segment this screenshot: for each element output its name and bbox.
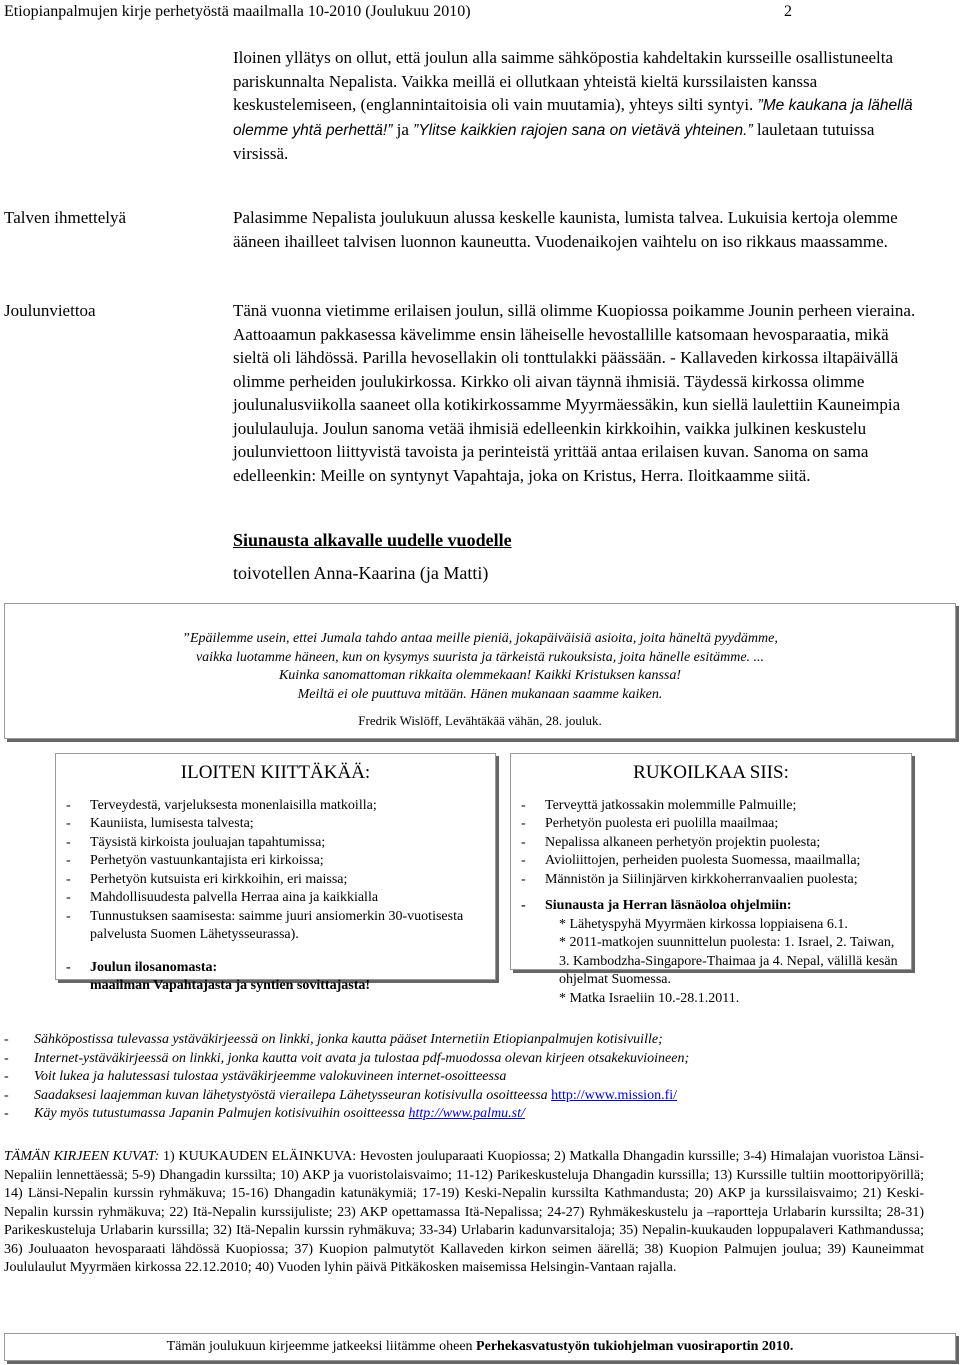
list-item: - Avioliittojen, perheiden puolesta Suomessa, maailmalla;: [521, 853, 861, 868]
prayer-list: [511, 797, 911, 916]
footer-bold: Perhekasvatustyön tukiohjelman vuosiraportin 2010.: [476, 1339, 794, 1354]
winter-section-label: Talven ihmettelyä: [4, 208, 127, 227]
pictures-caption: [4, 1148, 924, 1278]
list-item: - Perhetyön kutsuista eri kirkkoihin, eri maissa;: [66, 871, 348, 887]
greeting-title: Siunausta alkavalle uudelle vuodelle: [233, 530, 512, 550]
thanks-highlight: - Joulun ilosanomasta: maailman Vapahtajasta ja syntien sovittajasta!: [66, 959, 371, 993]
list-item: - Täysistä kirkoista jouluajan tapahtumissa;: [66, 834, 326, 850]
pictures-text: 1) KUUKAUDEN ELÄINKUVA: Hevosten jouluparaati Kuopiossa; 2) Matkalla Dhangadin kurssille; 3-4) Himalajan vuoristoa Länsi-Nepaliin lennettäessä; 5-9) Dhangadin kurssilta; 10) AKP ja vuoristolaisvaimo; 11-12) Parikeskusteluja Dhangadin kurssilla; 13) Kurssille tultiin moottoripyörillä; 14) Länsi-Nepalin kurssin ryhmäkuva; 15-16) Dhangadin katunäkymiä; 17-19) Keski-Nepalin kurssilta Kathmandusta; 20) AKP ja kurssilaisvaimo; 21) Keski-Nepalin kurssin ryhmäkuva; 22) Itä-Nepalin kurssijuliste; 23) AKP opettamassa Itä-Nepalissa; 24-27) Ryhmäkeskustelu ja –raportteja Urlabarin kurssilta; 28-31) Parikeskusteluja Urlabarin kurssilla; 32) Itä-Nepalin kurssin ryhmäkuva; 33-34) Urlabarin kadunvarsitaloja; 35) Nepalin-kuukauden loppupalaveri Kathmandussa; 36) Jouluaaton hevosparaati lähdössä Kuopiossa; 37) Kuopion palmutytöt Kallaveden kirkon seimen äärellä; 38) Kuopion Palmujen joulua; 39) Kauneimmat Joululaulut Myyrmäen kirkossa 22.12.2010; 40) Vuoden lyhin päivä Pitkäkosken maisemissa Helsingin-Vantaan rajalla.: [4, 1149, 925, 1275]
page-header: [4, 2, 792, 22]
list-item: - Nepalissa alkaneen perhetyön projektin puolesta;: [521, 834, 821, 850]
quote-line: Kuinka sanomattoman rikkaita olemmekaan! Kaikki Kristuksen kanssa!: [278, 668, 682, 683]
list-item: - Terveydestä, varjeluksesta monenlaisilla matkoilla;: [66, 797, 377, 813]
quote-line: Meiltä ei ole puuttuva mitään. Hänen mukanaan saamme kaiken.: [297, 686, 663, 702]
winter-section-text: Palasimme Nepalista joulukuun alussa keskelle kaunista, lumista talvea. Lukuisia kertoja olemme ääneen ihailleet talvisen luonnon kauneutta. Vuodenaikojen vaihtelu on iso rikkaus maassamme.: [233, 208, 898, 251]
list-item: - Perhetyön vastuunkantajista eri kirkoissa;: [66, 853, 324, 868]
mission-link[interactable]: http://www.mission.fi/: [551, 1087, 678, 1103]
thanks-title: ILOITEN KIITTÄKÄÄ:: [180, 762, 371, 783]
list-item: - Sähköpostissa tulevassa ystäväkirjeessä on linkki, jonka kautta pääset Internetiin Etiopianpalmujen kotisivuille;: [4, 1032, 663, 1047]
list-item: - Männistön ja Siilinjärven kirkkoherranvaalien puolesta;: [521, 871, 858, 887]
footer-text: Tämän joulukuun kirjeemme jatkeeksi liitämme oheen: [166, 1339, 477, 1354]
prayer-highlight: - Siunausta ja Herran läsnäoloa ohjelmiin:: [521, 898, 792, 913]
prayer-box: [510, 753, 912, 1006]
schedule-item: * 2011-matkojen suunnittelun puolesta: 1. Israel, 2. Taiwan, 3. Kambodzha-Singapore-Thaimaa ja 4. Nepal, välillä kesän ohjelmat Suomessa.: [559, 935, 898, 987]
list-item: - Saadaksesi laajemman kuvan lähetystyöstä vierailepa Lähetysseuran kotisivulla osoitteessa http://www.mission.fi/: [4, 1087, 678, 1103]
quote-text: [5, 630, 955, 704]
christmas-section-label: Joulunviettoa: [4, 301, 96, 320]
list-item: - Voit lukea ja halutessasi tulostaa ystäväkirjeemme valokuvineen internet-osoitteessa: [4, 1069, 507, 1084]
thanks-box: [55, 753, 496, 993]
schedule-item: * Lähetyspyhä Myyrmäen kirkossa loppiaisena 6.1.: [559, 916, 848, 932]
quote-line: vaikka luotamme häneen, kun on kysymys suurista ja tärkeistä rukouksista, joita hänelle esitämme. ...: [195, 649, 765, 665]
footer-box: [4, 1333, 956, 1361]
quote-box: [4, 603, 956, 739]
intro-text-c: lauletaan tutuissa virsissä.: [233, 119, 875, 163]
list-item: - Perhetyön puolesta eri puolilla maailmaa;: [521, 816, 779, 831]
intro-text-b: ja: [392, 119, 414, 139]
quote-line: ”Epäilemme usein, ettei Jumala tahdo antaa meille pieniä, jokapäiväisiä asioita, joita häneltä pyydämme,: [182, 631, 778, 646]
intro-paragraph: [233, 46, 923, 166]
intro-text-a: Iloinen yllätys on ollut, että joulun alla saimme sähköpostia kahdeltakin kursseille osallistuneelta pariskunnalta Nepalista. Vaikka meillä ei ollutkaan yhteistä kieltä kurssilaisten kanssa keskustelemiseen, (englannintaitoisia oli vain muutamia), yhteys silti syntyi.: [233, 48, 894, 114]
intro-quote-2: ”Ylitse kaikkien rajojen sana on vietävä yhteinen.”: [413, 121, 753, 139]
list-item: - Käy myös tutustumassa Japanin Palmujen kotisivuihin osoitteessa http://www.palmu.st/: [4, 1106, 525, 1121]
list-item: - Tunnustuksen saamisesta: saimme juuri ansiomerkin 30-vuotisesta palvelusta Suomen Lähetysseurassa).: [66, 908, 464, 942]
list-item: - Kauniista, lumisesta talvesta;: [66, 816, 254, 831]
list-item: - Terveyttä jatkossakin molemmille Palmuille;: [521, 797, 797, 813]
page-number: 2: [784, 3, 792, 20]
thanks-list: [56, 797, 495, 996]
pictures-label: TÄMÄN KIRJEEN KUVAT:: [4, 1149, 160, 1164]
greeting-signature: toivotellen Anna-Kaarina (ja Matti): [233, 563, 489, 583]
notes-list: [4, 1031, 944, 1124]
quote-source: Fredrik Wislöff, Levähtäkää vähän, 28. jouluk.: [358, 713, 602, 728]
schedule-item: * Matka Israeliin 10.-28.1.2011.: [559, 990, 740, 1006]
palmu-link[interactable]: http://www.palmu.st/: [408, 1106, 525, 1121]
christmas-section-text: Tänä vuonna vietimme erilaisen joulun, sillä olimme Kuopiossa poikamme Jounin perheen vieraina. Aattoaamun pakkasessa kävelimme ensin läheiselle hevostallille katsomaan hevosparaatia, mikä sieltä oli lähdössä. Parilla hevosellakin oli tonttulakki päässään. - Kallaveden kirkossa iltapäivällä olimme perheiden joulukirkossa. Kirkko oli aivan täynnä ihmisiä. Täydessä kirkossa olimme joulunalusviikolla saaneet olla kotikirkossamme Myyrmäessäkin, kun siellä laulettiin Kauneimpia joululauluja. Joulun sanoma vetää ihmisiä edelleenkin kirkkoihin, vaikka julkinen keskustelu joulunviettoon liittyvistä tavoista ja perinteistä yrittää antaa erilaisen kuvan. Sanoma on sama edelleenkin: Meille on syntynyt Vapahtaja, joka on Kristus, Herra. Iloitkaamme siitä.: [233, 301, 916, 485]
list-item: - Mahdollisuudesta palvella Herraa aina ja kaikkialla: [66, 890, 379, 905]
intro-quote-1: ”Me kaukana ja lähellä olemme yhtä perhettä!”: [233, 97, 913, 139]
letter-title: Etiopianpalmujen kirje perhetyöstä maailmalla 10-2010 (Joulukuu 2010): [4, 3, 471, 20]
prayer-title: RUKOILKAA SIIS:: [633, 762, 789, 783]
list-item: - Internet-ystäväkirjeessä on linkki, jonka kautta voit avata ja tulostaa pdf-muodossa olevan kirjeen otsakekuvioineen;: [4, 1050, 690, 1066]
